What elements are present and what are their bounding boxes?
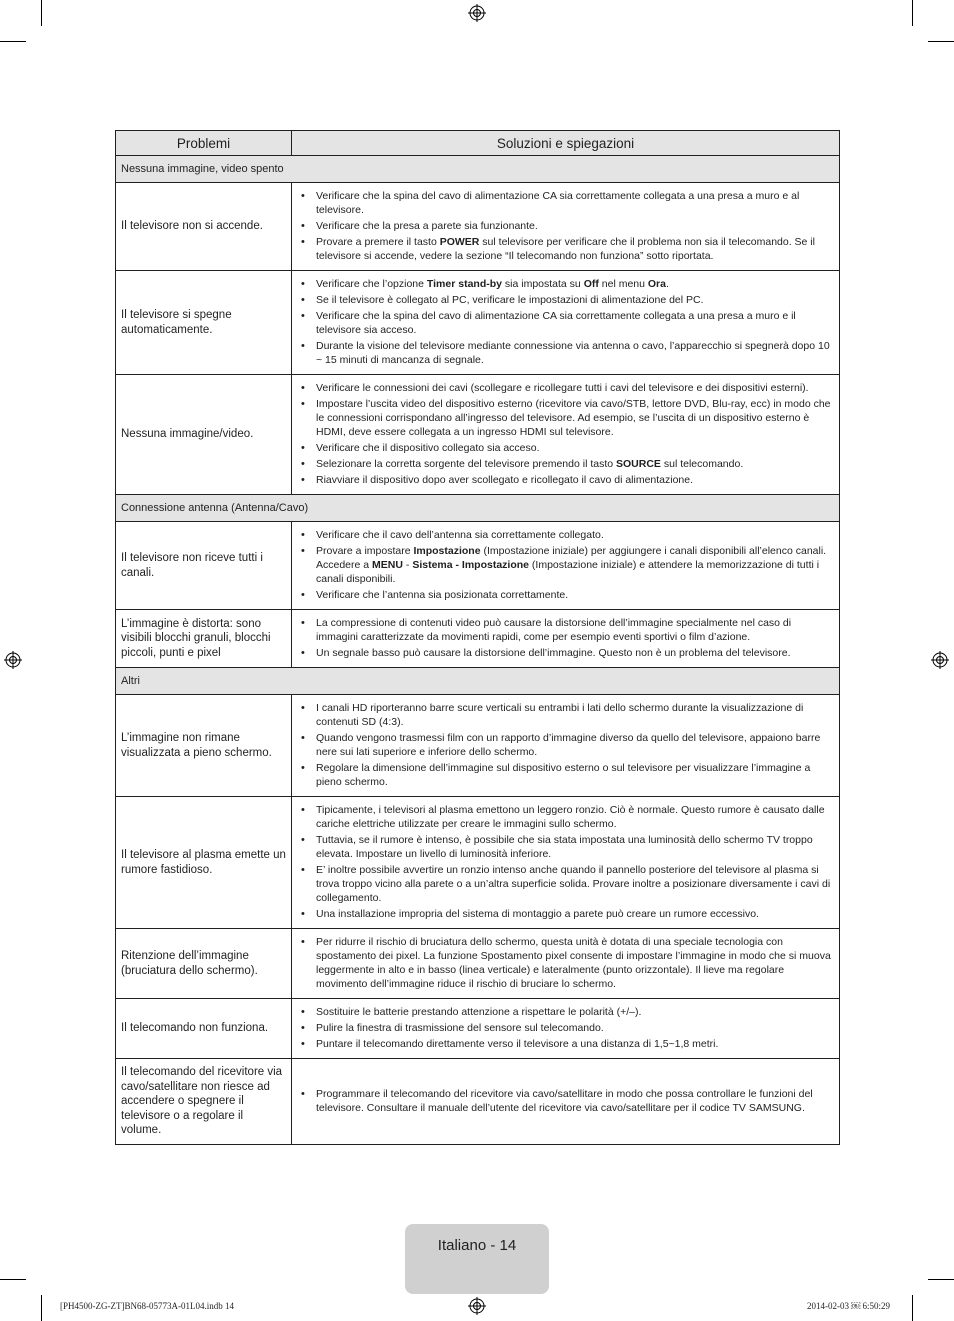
header-solutions: Soluzioni e spiegazioni xyxy=(292,131,840,156)
table-row xyxy=(116,522,840,610)
bullet-icon: • xyxy=(301,647,305,659)
solution-cell xyxy=(292,999,840,1059)
registration-mark-icon xyxy=(931,651,949,669)
bullet-icon: • xyxy=(301,834,305,846)
emphasized-term: SOURCE xyxy=(616,458,661,470)
solution-text: sul telecomando. xyxy=(660,458,744,470)
table-row xyxy=(116,1059,840,1145)
solution-text: Regolare la dimensione dell’immagine sul dispositivo esterno o sul televisore per visualizzare l’immagine a pieno schermo. xyxy=(316,762,811,788)
bullet-icon: • xyxy=(301,908,305,920)
page-number-label: Italiano - 14 xyxy=(437,1237,517,1254)
crop-mark xyxy=(912,0,913,26)
solution-text: Verificare che l’opzione xyxy=(316,278,427,290)
solution-item xyxy=(296,803,832,831)
emphasized-term: Ora xyxy=(647,278,666,290)
solution-text: Verificare che l’antenna sia posizionata correttamente. xyxy=(316,589,569,601)
table-row xyxy=(116,999,840,1059)
problem-cell: Il televisore si spegne automaticamente. xyxy=(116,271,292,375)
bullet-icon: • xyxy=(301,529,305,541)
bullet-icon: • xyxy=(301,804,305,816)
crop-mark xyxy=(912,1295,913,1321)
emphasized-term: Sistema - Impostazione xyxy=(412,559,530,571)
solution-item xyxy=(296,219,832,233)
solution-text: Se il televisore è collegato al PC, verificare le impostazioni di alimentazione del PC. xyxy=(316,294,704,306)
solution-item xyxy=(296,528,832,542)
solution-cell xyxy=(292,610,840,668)
solution-text: Quando vengono trasmessi film con un rapporto d’immagine diverso da quello del televisore, appaiono barre nere sui lati superiore e inferiore dello schermo. xyxy=(316,732,821,758)
problem-cell: Nessuna immagine/video. xyxy=(116,375,292,495)
bullet-icon: • xyxy=(301,936,305,948)
solution-text: Tipicamente, i televisori al plasma emettono un leggero ronzio. Ciò è normale. Questo rumore è causato dalle cariche elettriche utilizzate per creare le immagini sullo schermo. xyxy=(316,804,825,830)
troubleshooting-table xyxy=(115,130,840,1145)
bullet-icon: • xyxy=(301,545,305,557)
table-row xyxy=(116,929,840,999)
solution-item xyxy=(296,1087,832,1115)
problem-cell: L’immagine è distorta: sono visibili blocchi granuli, blocchi piccoli, punti e pixel xyxy=(116,610,292,668)
section-title: Altri xyxy=(116,668,840,695)
solution-text: Un segnale basso può causare la distorsione dell’immagine. Questo non è un problema del televisore. xyxy=(316,647,791,659)
solution-item xyxy=(296,441,832,455)
solution-list xyxy=(296,528,832,602)
solution-text: nel menu xyxy=(598,278,648,290)
bullet-icon: • xyxy=(301,1087,305,1100)
solution-item xyxy=(296,1037,832,1051)
solution-text: Pulire la finestra di trasmissione del sensore sul telecomando. xyxy=(316,1022,604,1034)
solution-item xyxy=(296,235,832,263)
section-row xyxy=(116,156,840,183)
table-row xyxy=(116,610,840,668)
bullet-icon: • xyxy=(301,617,305,629)
bullet-icon: • xyxy=(301,474,305,486)
solution-item xyxy=(296,616,832,644)
solution-text: - xyxy=(402,559,413,571)
solution-cell xyxy=(292,929,840,999)
crop-mark xyxy=(928,1279,954,1280)
bullet-icon: • xyxy=(301,220,305,232)
solution-item xyxy=(296,863,832,905)
solution-list xyxy=(296,277,832,367)
solution-list xyxy=(296,616,832,660)
solution-text: Verificare le connessioni dei cavi (scollegare e ricollegare tutti i cavi del televisore e dei dispositivi esterni). xyxy=(316,382,809,394)
emphasized-term: Off xyxy=(583,278,599,290)
solution-text: (Impostazione iniziale) per aggiungere i canali disponibili all’elenco canali. Accedere a xyxy=(316,545,827,571)
crop-mark xyxy=(0,1279,26,1280)
registration-mark-icon xyxy=(468,4,486,22)
bullet-icon: • xyxy=(301,442,305,454)
bullet-icon: • xyxy=(301,864,305,876)
solution-item xyxy=(296,457,832,471)
section-title: Nessuna immagine, video spento xyxy=(116,156,840,183)
solution-text: Impostare l’uscita video del dispositivo esterno (ricevitore via cavo/STB, lettore DVD, Blu-ray, ecc) in modo che le connessioni corrispondano all’ingresso del televisore. Ad esempio, se l’uscita di un dispositivo esterno è HDMI, deve essere collegata a un ingresso HDMI sul televisore. xyxy=(316,398,831,438)
solution-cell xyxy=(292,695,840,797)
table-body xyxy=(116,156,840,1145)
solution-item xyxy=(296,397,832,439)
solution-text: Programmare il telecomando del ricevitore via cavo/satellitare in modo che possa controllare le funzioni del televisore. Consultare il manuale dell’utente del ricevitore via cavo/satellitare per il codice TV SAMSUNG. xyxy=(316,1087,813,1114)
solution-cell xyxy=(292,522,840,610)
table-row xyxy=(116,375,840,495)
solution-text: . xyxy=(665,278,669,290)
solution-item xyxy=(296,544,832,586)
emphasized-term: Timer stand-by xyxy=(426,278,502,290)
solution-item xyxy=(296,761,832,789)
solution-text: Puntare il telecomando direttamente verso il televisore a una distanza di 1,5~1,8 metri. xyxy=(316,1038,719,1050)
solution-item xyxy=(296,189,832,217)
solution-cell xyxy=(292,183,840,271)
solution-cell xyxy=(292,797,840,929)
bullet-icon: • xyxy=(301,310,305,322)
solution-list xyxy=(296,1005,832,1051)
solution-text: Sostituire le batterie prestando attenzione a rispettare le polarità (+/–). xyxy=(316,1006,642,1018)
bullet-icon: • xyxy=(301,762,305,774)
table-row xyxy=(116,271,840,375)
section-title: Connessione antenna (Antenna/Cavo) xyxy=(116,495,840,522)
header-problems: Problemi xyxy=(116,131,292,156)
solution-item xyxy=(296,381,832,395)
registration-mark-icon xyxy=(4,651,22,669)
emphasized-term: POWER xyxy=(439,236,480,248)
bullet-icon: • xyxy=(301,1006,305,1018)
solution-text: Provare a premere il tasto xyxy=(316,236,440,248)
solution-text: Tuttavia, se il rumore è intenso, è possibile che sia stata impostata una luminosità dello schermo TV troppo elevata. Impostare un livello di luminosità inferiore. xyxy=(316,834,813,860)
solution-text: sia impostata su xyxy=(501,278,584,290)
solution-item xyxy=(296,339,832,367)
solution-item xyxy=(296,1005,832,1019)
solution-list xyxy=(296,1087,832,1115)
bullet-icon: • xyxy=(301,1022,305,1034)
bullet-icon: • xyxy=(301,732,305,744)
solution-text: E’ inoltre possibile avvertire un ronzio intenso anche quando il pannello posteriore del televisore al plasma si trova troppo vicino alla parete o a un’altra superficie solida. Provare inoltre a posizionare diversamente i cavi di collegamento. xyxy=(316,864,831,904)
solution-item xyxy=(296,646,832,660)
solution-text: Selezionare la corretta sorgente del televisore premendo il tasto xyxy=(316,458,616,470)
solution-text: Durante la visione del televisore mediante connessione via antenna o cavo, l’apparecchio si spegnerà dopo 10 ~ 15 minuti di mancanza di segnale. xyxy=(316,340,830,366)
bullet-icon: • xyxy=(301,1038,305,1050)
solution-item xyxy=(296,473,832,487)
bullet-icon: • xyxy=(301,190,305,202)
problem-cell: Ritenzione dell’immagine (bruciatura dello schermo). xyxy=(116,929,292,999)
table-header-row xyxy=(116,131,840,156)
solution-item xyxy=(296,935,832,991)
solution-list xyxy=(296,701,832,789)
crop-mark xyxy=(928,41,954,42)
solution-text: Provare a impostare xyxy=(316,545,414,557)
page-number-tab xyxy=(405,1224,549,1294)
emphasized-term: Impostazione xyxy=(413,545,481,557)
problem-cell: Il televisore al plasma emette un rumore fastidioso. xyxy=(116,797,292,929)
solution-item xyxy=(296,833,832,861)
solution-text: Per ridurre il rischio di bruciatura dello schermo, questa unità è dotata di una speciale tecnologia con spostamento dei pixel. La funzione Spostamento pixel consente di impostare l’immagine in modo che si muova leggermente in alto e in basso (linea verticale) e lateralmente (punto orizzontale). Il lieve ma regolare movimento dell’immagine riduce il rischio di bruciare lo schermo. xyxy=(316,936,831,990)
solution-text: I canali HD riporteranno barre scure verticali su entrambi i lati dello schermo durante la visualizzazione di contenuti SD (4:3). xyxy=(316,702,804,728)
solution-item xyxy=(296,701,832,729)
problem-cell: Il televisore non si accende. xyxy=(116,183,292,271)
solution-text: sul televisore per verificare che il problema non sia il telecomando. Se il televisore si accende, vedere la sezione “Il telecomando non funziona” sotto riportata. xyxy=(316,236,815,262)
problem-cell: Il telecomando non funziona. xyxy=(116,999,292,1059)
crop-mark xyxy=(41,0,42,26)
print-slug-file: [PH4500-ZG-ZT]BN68-05773A-01L04.indb 14 xyxy=(60,1301,234,1311)
solution-text: Una installazione impropria del sistema di montaggio a parete può creare un rumore eccessivo. xyxy=(316,908,759,920)
solution-text: Verificare che il cavo dell’antenna sia correttamente collegato. xyxy=(316,529,604,541)
print-slug-timestamp: 2014-02-03 ￼ 6:50:29 xyxy=(807,1301,890,1311)
solution-list xyxy=(296,935,832,991)
bullet-icon: • xyxy=(301,589,305,601)
table-row xyxy=(116,695,840,797)
table-row xyxy=(116,797,840,929)
solution-text: Riavviare il dispositivo dopo aver scollegato e ricollegato il cavo di alimentazione. xyxy=(316,474,694,486)
solution-list xyxy=(296,189,832,263)
crop-mark xyxy=(0,41,26,42)
bullet-icon: • xyxy=(301,278,305,290)
solution-item xyxy=(296,1021,832,1035)
solution-item xyxy=(296,277,832,291)
section-row xyxy=(116,495,840,522)
bullet-icon: • xyxy=(301,382,305,394)
bullet-icon: • xyxy=(301,340,305,352)
solution-list xyxy=(296,381,832,487)
solution-item xyxy=(296,907,832,921)
table-row xyxy=(116,183,840,271)
solution-cell xyxy=(292,271,840,375)
solution-item xyxy=(296,731,832,759)
crop-mark xyxy=(41,1295,42,1321)
bullet-icon: • xyxy=(301,236,305,248)
registration-mark-icon xyxy=(468,1297,486,1315)
solution-text: Verificare che la presa a parete sia funzionante. xyxy=(316,220,538,232)
solution-item xyxy=(296,309,832,337)
solution-cell xyxy=(292,1059,840,1145)
bullet-icon: • xyxy=(301,398,305,410)
emphasized-term: MENU xyxy=(372,559,403,571)
solution-item xyxy=(296,588,832,602)
solution-item xyxy=(296,293,832,307)
solution-text: Verificare che il dispositivo collegato sia acceso. xyxy=(316,442,540,454)
solution-list xyxy=(296,803,832,921)
section-row xyxy=(116,668,840,695)
problem-cell: Il telecomando del ricevitore via cavo/satellitare non riesce ad accendere o spegnere il televisore o a regolare il volume. xyxy=(116,1059,292,1145)
solution-text: La compressione di contenuti video può causare la distorsione dell’immagine specialmente nel caso di immagini caratterizzate da movimenti rapidi, come per esempio eventi sportivi o film d’azione. xyxy=(316,617,792,643)
bullet-icon: • xyxy=(301,294,305,306)
problem-cell: Il televisore non riceve tutti i canali. xyxy=(116,522,292,610)
solution-text: Verificare che la spina del cavo di alimentazione CA sia correttamente collegata a una presa a muro e il televisore sia acceso. xyxy=(316,310,796,336)
solution-text: Verificare che la spina del cavo di alimentazione CA sia correttamente collegata a una presa a muro e al televisore. xyxy=(316,190,800,216)
bullet-icon: • xyxy=(301,702,305,714)
bullet-icon: • xyxy=(301,458,305,470)
solution-text: (Impostazione iniziale) e attendere la memorizzazione di tutti i canali disponibili. xyxy=(316,559,820,585)
problem-cell: L’immagine non rimane visualizzata a pieno schermo. xyxy=(116,695,292,797)
solution-cell xyxy=(292,375,840,495)
